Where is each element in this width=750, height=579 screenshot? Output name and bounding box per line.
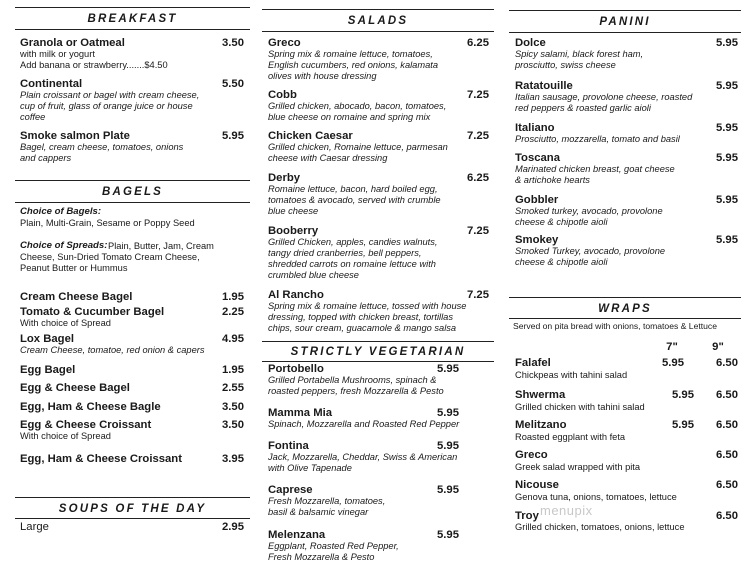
menu-item-name: Cream Cheese Bagel: [20, 291, 133, 303]
menu-item-name: Large: [20, 521, 49, 533]
choice-of-spreads-text: Plain, Butter, Jam, Cream: [108, 241, 214, 251]
wrap-price-7: 5.95: [672, 389, 694, 401]
choice-of-bagels-label: Choice of Bagels:: [20, 206, 102, 217]
menu-item-price: 5.95: [716, 37, 738, 49]
menu-item-desc: With choice of Spread: [20, 318, 111, 328]
soups-heading: SOUPS OF THE DAY: [58, 503, 207, 515]
menu-item-desc: tangy dried cranberries, bell peppers,: [268, 248, 422, 258]
menu-item-desc: Grilled chicken, abocado, bacon, tomatoes,: [268, 101, 447, 111]
menu-item-desc: chips, sour cream, guacamole & mango salsa: [268, 323, 457, 333]
menu-item-desc: olives with house dressing: [268, 71, 377, 81]
menu-item-name: Booberry: [268, 225, 319, 237]
menu-item-name: Caprese: [268, 484, 313, 496]
menu-item-desc: and cappers: [20, 153, 72, 163]
wrap-price-7: 5.95: [662, 357, 684, 369]
wrap-price-9: 6.50: [716, 510, 738, 522]
menu-item-name: Greco: [268, 37, 301, 49]
menu-item-name: Melenzana: [268, 529, 326, 541]
menu-item-desc: dressing, topped with chicken breast, tortillas: [268, 312, 453, 322]
menu-item-name: Dolce: [515, 37, 546, 49]
menu-item-name: Chicken Caesar: [268, 130, 353, 142]
menu-item-desc: cup of fruit, glass of orange juice or house: [20, 101, 193, 111]
menu-item-price: 5.95: [716, 80, 738, 92]
menu-item-price: 7.25: [467, 89, 489, 101]
menu-item-name: Melitzano: [515, 419, 567, 431]
menu-item-name: Al Rancho: [268, 289, 324, 301]
menu-item-desc: Chickpeas with tahini salad: [515, 370, 628, 380]
menu-item-desc: Fresh Mozzarella & Pesto: [268, 552, 375, 562]
menu-item-price: 7.25: [467, 130, 489, 142]
menu-item-name: Egg & Cheese Croissant: [20, 419, 152, 431]
menu-item-price: 5.95: [437, 407, 459, 419]
menu-item-name: Tomato & Cucumber Bagel: [20, 306, 165, 318]
choice-of-spreads-text: Peanut Butter or Hummus: [20, 263, 128, 273]
menu-item-price: 1.95: [222, 364, 244, 376]
menu-item-name: Egg, Ham & Cheese Bagle: [20, 401, 161, 413]
menu-item-desc: Romaine lettuce, bacon, hard boiled egg,: [268, 184, 438, 194]
menu-item-desc: Spinach, Mozzarella and Roasted Red Pepper: [268, 419, 460, 429]
menu-item-name: Mamma Mia: [268, 407, 333, 419]
wrap-price-9: 6.50: [716, 449, 738, 461]
wrap-size-9-header: 9": [712, 341, 724, 353]
menu-item-name: Egg & Cheese Bagel: [20, 382, 130, 394]
menu-item-desc: roasted peppers, fresh Mozzarella & Pesto: [268, 386, 444, 396]
wraps-subtitle: Served on pita bread with onions, tomatoes & Lettuce: [513, 321, 717, 331]
menu-item-price: 4.95: [222, 333, 244, 345]
menu-item-price: 2.95: [222, 521, 244, 533]
menu-item-desc: Grilled chicken with tahini salad: [515, 402, 645, 412]
menu-item-name: Cobb: [268, 89, 297, 101]
menu-item-name: Nicouse: [515, 479, 559, 491]
menu-item-name: Fontina: [268, 440, 309, 452]
menu-item-price: 3.50: [222, 401, 244, 413]
menu-item-desc: Smoked Turkey, avocado, provolone: [515, 246, 666, 256]
menu-item-price: 5.95: [716, 234, 738, 246]
menu-item-desc: with Olive Tapenade: [268, 463, 352, 473]
menu-item-desc: Prosciutto, mozzarella, tomato and basil: [515, 134, 680, 144]
menu-item-desc: prosciutto, swiss cheese: [515, 60, 616, 70]
menu-item-desc: cheese with Caesar dressing: [268, 153, 388, 163]
menu-item-name: Smokey: [515, 234, 559, 246]
menu-item-desc: Italian sausage, provolone cheese, roasted: [515, 92, 693, 102]
salads-heading: SALADS: [347, 15, 409, 27]
menu-item-desc: Spring mix & romaine lettuce, tomatoes,: [268, 49, 433, 59]
menu-item-desc: Bagel, cream cheese, tomatoes, onions: [20, 142, 184, 152]
menu-item-price: 7.25: [467, 289, 489, 301]
menu-item-desc: with milk or yogurt: [20, 49, 95, 59]
menu-item-name: Egg, Ham & Cheese Croissant: [20, 453, 182, 465]
menu-item-desc: Genova tuna, onions, tomatoes, lettuce: [515, 492, 677, 502]
menu-item-desc: Jack, Mozzarella, Cheddar, Swiss & American: [268, 452, 458, 462]
menu-item-desc: Grilled Chicken, apples, candies walnuts,: [268, 237, 438, 247]
menu-item-name: Portobello: [268, 363, 324, 375]
wrap-price-7: 5.95: [672, 419, 694, 431]
panini-heading: PANINI: [599, 16, 651, 28]
menu-item-price: 3.50: [222, 37, 244, 49]
menu-item-desc: blue cheese on romaine and spring mix: [268, 112, 431, 122]
menu-item-price: 5.95: [437, 484, 459, 496]
menu-item-price: 5.95: [437, 529, 459, 541]
watermark: menupix: [540, 503, 593, 518]
menu-item-price: 6.25: [467, 37, 489, 49]
menu-item-desc: basil & balsamic vinegar: [268, 507, 369, 517]
menu-item-desc: tomatoes & avocado, served with crumble: [268, 195, 441, 205]
menu-item-desc: English cucumbers, red onions, kalamata: [268, 60, 439, 70]
menu-item-desc: Roasted eggplant with feta: [515, 432, 626, 442]
menu-item-price: 3.50: [222, 419, 244, 431]
menu-item-desc: With choice of Spread: [20, 431, 111, 441]
menu-item-name: Egg Bagel: [20, 364, 76, 376]
wrap-price-9: 6.50: [716, 357, 738, 369]
menu-item-name: Troy: [515, 510, 539, 522]
menu-item-price: 5.50: [222, 78, 244, 90]
menu-item-price: 5.95: [716, 152, 738, 164]
wrap-price-9: 6.50: [716, 479, 738, 491]
menu-item-price: 6.25: [467, 172, 489, 184]
menu-item-name: Granola or Oatmeal: [20, 37, 125, 49]
menu-item-desc: crumbled blue cheese: [268, 270, 359, 280]
menu-item-desc: Add banana or strawberry.......$4.50: [20, 60, 168, 70]
menu-item-desc: Smoked turkey, avocado, provolone: [515, 206, 663, 216]
bagels-heading: BAGELS: [101, 186, 164, 198]
menu-item-desc: Spicy salami, black forest ham,: [515, 49, 644, 59]
menu-item-price: 1.95: [222, 291, 244, 303]
menu-item-price: 5.95: [716, 122, 738, 134]
menu-item-price: 3.95: [222, 453, 244, 465]
menu-item-name: Lox Bagel: [20, 333, 74, 345]
menu-item-name: Toscana: [515, 152, 560, 164]
menu-item-desc: red peppers & roasted garlic aioli: [515, 103, 651, 113]
menu-item-desc: cheese & chipotle aioli: [515, 217, 608, 227]
vegetarian-heading: STRICTLY VEGETARIAN: [290, 346, 466, 358]
menu-item-desc: Grilled chicken, Romaine lettuce, parmesan: [268, 142, 448, 152]
menu-item-desc: Cream Cheese, tomatoe, red onion & capers: [20, 345, 205, 355]
menu-item-desc: shredded carrots on romaine lettuce with: [268, 259, 436, 269]
menu-item-desc: Grilled chicken, tomatoes, onions, lettuce: [515, 522, 685, 532]
menu-item-desc: Eggplant, Roasted Red Pepper,: [268, 541, 399, 551]
wrap-price-9: 6.50: [716, 419, 738, 431]
menu-item-desc: Grilled Portabella Mushrooms, spinach &: [268, 375, 437, 385]
menu-item-name: Ratatouille: [515, 80, 573, 92]
menu-item-price: 5.95: [437, 363, 459, 375]
menu-item-name: Derby: [268, 172, 301, 184]
menu-item-desc: coffee: [20, 112, 46, 122]
menu-item-price: 5.95: [222, 130, 244, 142]
menu-item-price: 2.55: [222, 382, 244, 394]
menu-item-name: Italiano: [515, 122, 555, 134]
menu-item-desc: cheese & chipotle aioli: [515, 257, 608, 267]
menu-item-name: Shwerma: [515, 389, 566, 401]
menu-item-desc: Greek salad wrapped with pita: [515, 462, 641, 472]
choice-of-spreads-label: Choice of Spreads:: [20, 240, 108, 251]
wraps-heading: WRAPS: [598, 303, 652, 315]
menu-item-desc: Spring mix & romaine lettuce, tossed with house: [268, 301, 467, 311]
wrap-price-9: 6.50: [716, 389, 738, 401]
menu-item-desc: & artichoke hearts: [515, 175, 590, 185]
menu-item-name: Greco: [515, 449, 548, 461]
menu-item-name: Smoke salmon Plate: [20, 130, 130, 142]
menu-item-name: Falafel: [515, 357, 551, 369]
breakfast-heading: BREAKFAST: [87, 13, 178, 25]
choice-of-spreads-text: Cheese, Sun-Dried Tomato Cream Cheese,: [20, 252, 200, 262]
menu-item-price: 2.25: [222, 306, 244, 318]
menu-item-desc: Marinated chicken breast, goat cheese: [515, 164, 675, 174]
menu-item-desc: Fresh Mozzarella, tomatoes,: [268, 496, 386, 506]
menu-item-price: 5.95: [437, 440, 459, 452]
choice-of-bagels-text: Plain, Multi-Grain, Sesame or Poppy Seed: [20, 218, 195, 228]
menu-item-name: Gobbler: [515, 194, 559, 206]
menu-item-desc: Plain croissant or bagel with cream cheese,: [20, 90, 200, 100]
wrap-size-7-header: 7": [666, 341, 678, 353]
menu-item-price: 5.95: [716, 194, 738, 206]
menu-item-name: Continental: [20, 78, 83, 90]
menu-item-price: 7.25: [467, 225, 489, 237]
menu-item-desc: blue cheese: [268, 206, 319, 216]
